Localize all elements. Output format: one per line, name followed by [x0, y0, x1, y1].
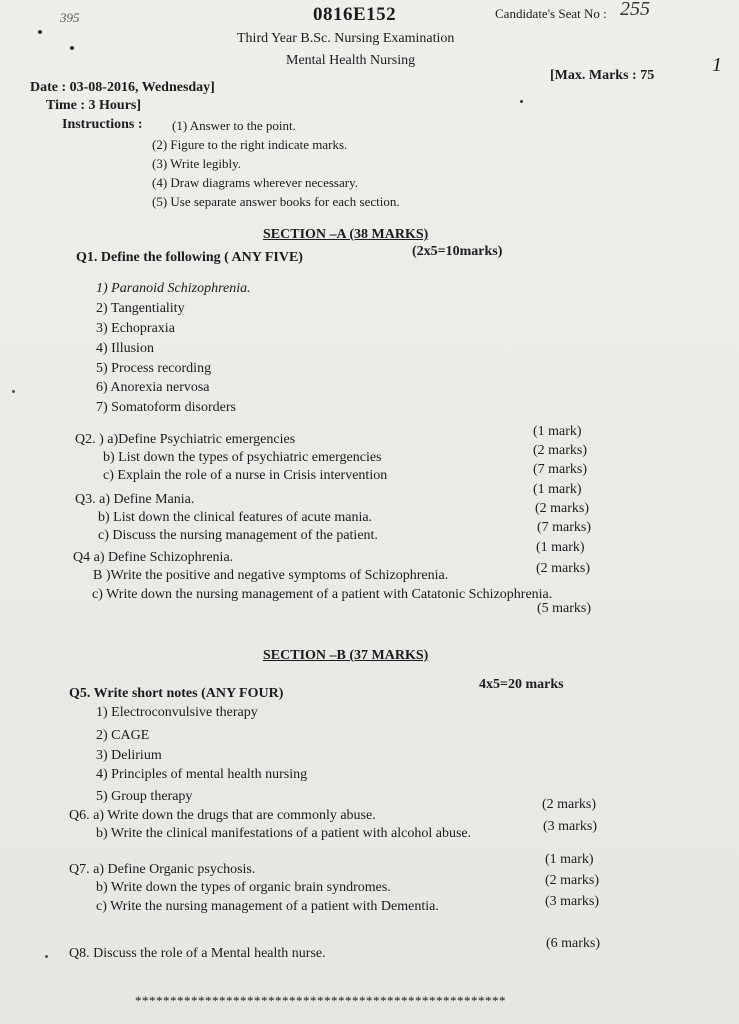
end-of-paper-stars: *****************************************************	[135, 993, 506, 1008]
instruction-item: (3) Write legibly.	[152, 156, 242, 171]
q4a-marks: (1 mark)	[536, 540, 585, 555]
candidate-seat-label: Candidate's Seat No :	[495, 6, 607, 21]
ink-dot	[38, 30, 42, 34]
q6a-text: Q6. a) Write down the drugs that are commonly abuse.	[69, 808, 376, 823]
q3c-text: c) Discuss the nursing management of the patient.	[98, 528, 378, 543]
ink-dot	[45, 955, 48, 958]
q4b-marks: (2 marks)	[536, 561, 591, 576]
q5-marks: 4x5=20 marks	[479, 677, 564, 692]
candidate-seat-value: 255	[620, 0, 650, 20]
section-b-title: SECTION –B (37 MARKS)	[263, 648, 429, 663]
instruction-item: (1) Answer to the point.	[172, 118, 296, 133]
q1-item: 7) Somatoform disorders	[96, 400, 236, 415]
q2b-text: b) List down the types of psychiatric emergencies	[103, 450, 382, 465]
page-number: 395	[60, 10, 80, 25]
q1-item: 2) Tangentiality	[96, 301, 185, 316]
ink-dot	[12, 390, 15, 393]
q7a-marks: (1 mark)	[545, 852, 594, 867]
q3b-text: b) List down the clinical features of acute mania.	[98, 510, 373, 525]
q5-text: Q5. Write short notes (ANY FOUR)	[69, 686, 284, 701]
q2b-marks: (2 marks)	[533, 443, 588, 458]
q7a-text: Q7. a) Define Organic psychosis.	[69, 862, 256, 877]
q7b-text: b) Write down the types of organic brain syndromes.	[96, 880, 391, 895]
q3b-marks: (2 marks)	[535, 501, 590, 516]
subject-title: Mental Health Nursing	[286, 53, 416, 68]
margin-mark: 1	[712, 54, 722, 76]
q3c-marks: (7 marks)	[537, 520, 592, 535]
q1-text: Q1. Define the following ( ANY FIVE)	[76, 250, 303, 265]
q1-marks: (2x5=10marks)	[412, 244, 503, 259]
q5-item: 3) Delirium	[96, 748, 162, 763]
instruction-item: (2) Figure to the right indicate marks.	[152, 137, 348, 152]
q2c-text: c) Explain the role of a nurse in Crisis intervention	[103, 468, 388, 483]
q6b-text: b) Write the clinical manifestations of a patient with alcohol abuse.	[96, 826, 472, 841]
instructions-label: Instructions :	[62, 117, 143, 132]
q6b-marks: (3 marks)	[543, 819, 598, 834]
q5-item: 1) Electroconvulsive therapy	[96, 705, 258, 720]
q5-item: 2) CAGE	[96, 728, 150, 743]
q4c-marks: (5 marks)	[537, 601, 592, 616]
q2a-marks: (1 mark)	[533, 424, 582, 439]
q2a-text: Q2. ) a)Define Psychiatric emergencies	[75, 432, 296, 447]
max-marks: [Max. Marks : 75	[550, 68, 655, 83]
q1-item: 5) Process recording	[96, 361, 212, 376]
ink-dot	[520, 100, 523, 103]
q8-text: Q8. Discuss the role of a Mental health nurse.	[69, 946, 326, 961]
q7b-marks: (2 marks)	[545, 873, 600, 888]
paper-code: 0816E152	[313, 4, 397, 25]
exam-title: Third Year B.Sc. Nursing Examination	[237, 31, 455, 46]
q4b-text: B )Write the positive and negative symptoms of Schizophrenia.	[93, 568, 449, 583]
section-a-title: SECTION –A (38 MARKS)	[263, 227, 429, 242]
q4c-text: c) Write down the nursing management of a patient with Catatonic Schizophrenia.	[92, 587, 553, 602]
exam-date: Date : 03-08-2016, Wednesday]	[30, 80, 215, 95]
q2c-marks: (7 marks)	[533, 462, 588, 477]
q3a-text: Q3. a) Define Mania.	[75, 492, 195, 507]
q5-item: 5) Group therapy	[96, 789, 193, 804]
instruction-item: (4) Draw diagrams wherever necessary.	[152, 175, 358, 190]
q1-item: 1) Paranoid Schizophrenia.	[96, 281, 251, 296]
q1-item: 6) Anorexia nervosa	[96, 380, 210, 395]
q7c-marks: (3 marks)	[545, 894, 600, 909]
q4a-text: Q4 a) Define Schizophrenia.	[73, 550, 234, 565]
q6a-marks: (2 marks)	[542, 797, 597, 812]
ink-dot	[70, 46, 74, 50]
q7c-text: c) Write the nursing management of a patient with Dementia.	[96, 899, 439, 914]
instruction-item: (5) Use separate answer books for each section.	[152, 194, 400, 209]
q1-item: 3) Echopraxia	[96, 321, 175, 336]
q1-item: 4) Illusion	[96, 341, 154, 356]
q3a-marks: (1 mark)	[533, 482, 582, 497]
q8-marks: (6 marks)	[546, 936, 601, 951]
exam-time: Time : 3 Hours]	[46, 98, 142, 113]
q5-item: 4) Principles of mental health nursing	[96, 767, 308, 782]
